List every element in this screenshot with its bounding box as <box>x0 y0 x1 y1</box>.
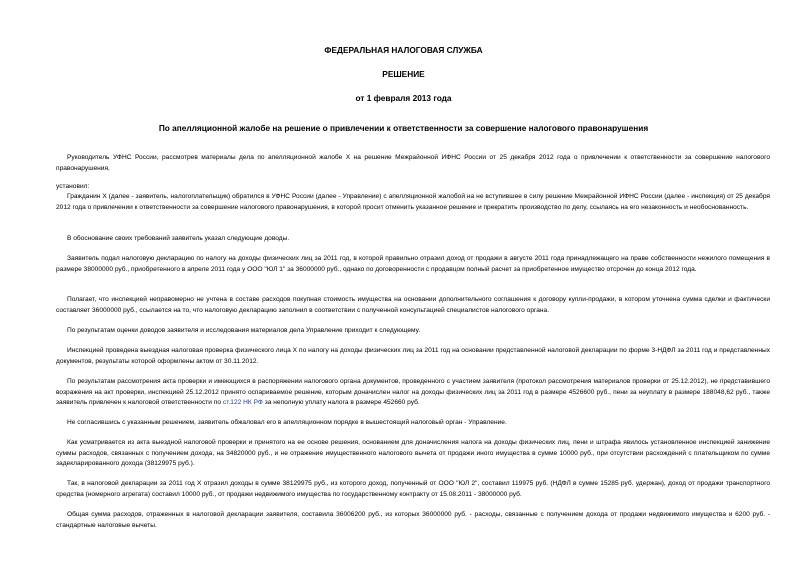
paragraph-established: установил: <box>56 183 90 190</box>
paragraph-arguments-intro: В обоснование своих требований заявитель указал следующие доводы. <box>67 235 290 242</box>
paragraph-appeal-filed: Не согласившись с указанным решением, заявитель обжаловал его в апелляционном порядке в вышестоящий налоговый орган - Управление. <box>67 419 507 426</box>
document-subject: По апелляционной жалобе на решение о привлечении к ответственности за совершение налогового правонарушения <box>158 123 649 133</box>
document-date: от 1 февраля 2013 года <box>355 93 452 103</box>
paragraph-grounds: Как усматривается из акта выездной налоговой проверки и принятого на ее основе решения, основанием для доначисления налога на доходы физических лиц, пени и штрафа явилось установленное инспекцией занижение суммы расходов, связанных с получением дохода, на 34820000 руб., и не отражение имущественного налогового вычета от продажи иного имущества в сумме 10000 руб., при отсутствии расхождений с плательщиком по сумме задекларированного дохода (38129975 руб.). <box>56 439 770 468</box>
decision-text-start: По результатам рассмотрения акта проверки и имеющихся в распоряжении налогового органа документов, проведенного с участием заявителя (протокол рассмотрения материалов проверки от 25.12.2012), не представившего возражения на акт проверки, инспекцией 25.12.2012 принято оспариваемое решение, которым доначислен налог на доходы физических лиц за 2011 год в размере 4526600 руб., пени за неуплату в размере 188048,62 руб., также заявитель привлечен к налоговой ответственности по <box>56 378 770 407</box>
paragraph-income: Так, в налоговой декларации за 2011 год X отразил доходы в сумме 38129975 руб., из которого доход, полученный от ООО "ЮЛ 2", составил 119975 руб. (НДФЛ в сумме 15285 руб. удержан), доход от продажи транспортного средства (номерного агрегата) составил 10000 руб., от продажи недвижимого имущества по государственному контракту от 15.08.2011 - 38000000 руб. <box>56 480 770 498</box>
paragraph-declaration: Заявитель подал налоговую декларацию по налогу на доходы физических лиц за 2011 год, в которой правильно отразил доход от продажи в августе 2011 года принадлежащего на праве собственности нежилого помещения в размере 38000000 руб., приобретенного в апреле 2011 года у ООО "ЮЛ 1" за 36000000 руб., однако по договоренности с продавцом полный расчет за приобретенное имущество отсрочен до конца 2012 года. <box>56 255 770 273</box>
decision-text-end: за неполную уплату налога в размере 452660 руб. <box>262 399 420 407</box>
paragraph-total-expenses: Общая сумма расходов, отраженных в налоговой декларации заявителя, составила 36006200 руб., из которых 36000000 руб. - расходы, связанные с получением дохода от продажи недвижимого имущества и 6200 руб. - стандартные налоговые вычеты. <box>56 511 770 529</box>
document-type: РЕШЕНИЕ <box>382 69 425 79</box>
tax-code-article-link[interactable]: ст.122 НК РФ <box>222 399 263 407</box>
paragraph-appeal: Гражданин X (далее - заявитель, налогоплательщик) обратился в УФНС России (далее - Управление) с апелляционной жалобой на не вступившее в силу решение Межрайонной ИФНС России (далее - инспекция) от 25 декабря 2012 года о привлечении к ответственности за совершение налогового правонарушения, в которой просит отменить указанное решение и прекратить производство по делу, ссылаясь на его незаконность и необоснованность. <box>56 193 770 211</box>
paragraph-intro: Руководитель УФНС России, рассмотрев материалы дела по апелляционной жалобе X на решение Межрайонной ИФНС России от 25 декабря 2012 года о привлечении к ответственности за совершение налогового правонарушения, <box>56 154 770 172</box>
paragraph-audit: Инспекцией проведена выездная налоговая проверка физического лица X по налогу на доходы физических лиц за 2011 год на основании представленной налоговой декларации по форме 3-НДФЛ за 2011 год и представленных документов, результаты которой оформлены актом от 30.11.2012. <box>56 347 770 365</box>
paragraph-expenses-claim: Полагает, что инспекцией неправомерно не учтена в составе расходов покупная стоимость имущества на основании дополнительного соглашения к договору купли-продажи, в котором уточнена сумма сделки и фактически составляет 36000000 руб., ссылается на то, что налоговую декларацию заполнил в соответствии с полученной консультацией специалистов налогового органа. <box>56 296 770 314</box>
paragraph-decision <box>56 377 770 409</box>
agency-title: ФЕДЕРАЛЬНАЯ НАЛОГОВАЯ СЛУЖБА <box>324 45 483 55</box>
paragraph-findings-intro: По результатам оценки доводов заявителя и исследования материалов дела Управление приходит к следующему. <box>67 327 421 334</box>
